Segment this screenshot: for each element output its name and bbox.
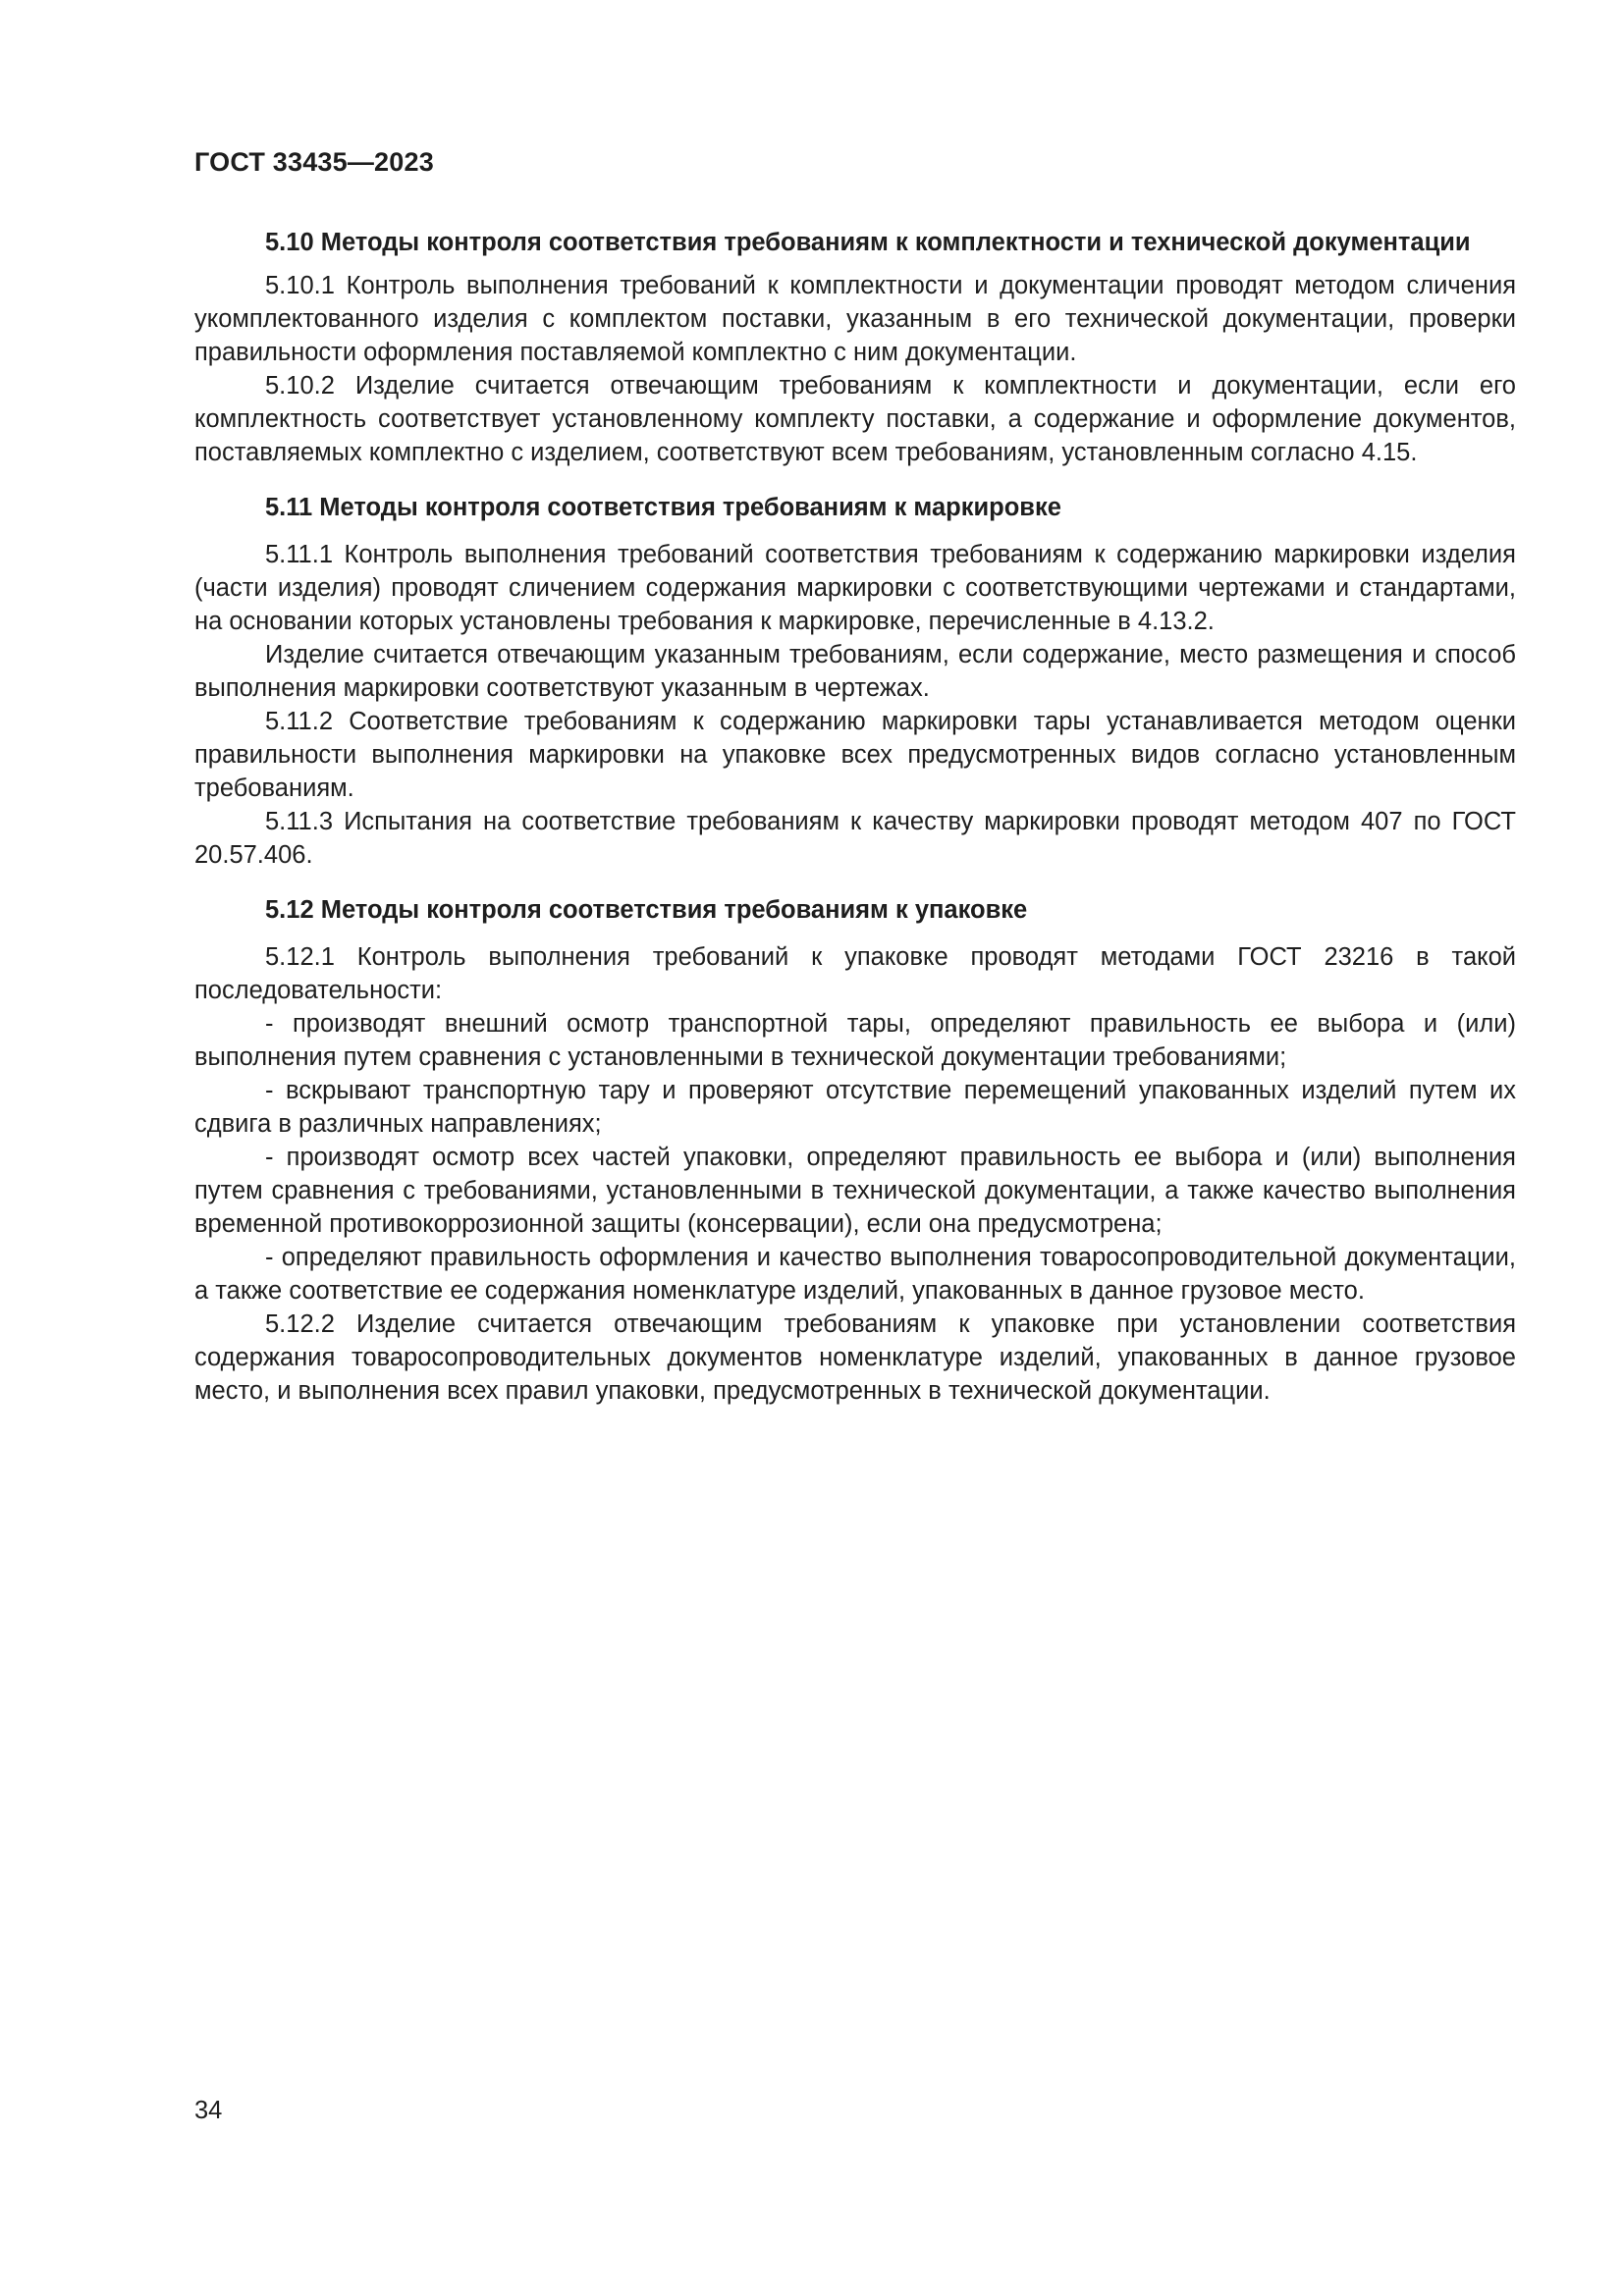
document-code: ГОСТ 33435—2023 <box>194 147 434 177</box>
list-item: - вскрывают транспортную тару и проверяют отсутствие перемещений упакованных изделий путем их сдвига в различных направлениях; <box>194 1077 1516 1138</box>
document-body <box>194 226 1516 1408</box>
paragraph: 5.12.1 Контроль выполнения требований к упаковке проводят методами ГОСТ 23216 в такой последовательности: <box>194 943 1516 1004</box>
paragraph: 5.11.2 Соответствие требованиям к содержанию маркировки тары устанавливается методом оценки правильности выполнения маркировки на упаковке всех предусмотренных видов согласно установленным требованиям. <box>194 708 1516 802</box>
section-5-12 <box>194 893 1516 1408</box>
list-item: - производят осмотр всех частей упаковки, определяют правильность ее выбора и (или) выполнения путем сравнения с требованиями, установленными в технической документации, а также качество выполнения временной противокоррозионной защиты (консервации), если она предусмотрена; <box>194 1144 1516 1238</box>
section-5-11 <box>194 491 1516 872</box>
section-heading: 5.11 Методы контроля соответствия требованиям к маркировке <box>265 494 1061 521</box>
paragraph: 5.10.2 Изделие считается отвечающим требованиям к комплектности и документации, если его комплектность соответствует установленному комплекту поставки, а содержание и оформление документов, поставляемых комплектно с изделием, соответствуют всем требованиям, установленным согласно 4.15. <box>194 372 1516 466</box>
paragraph: 5.10.1 Контроль выполнения требований к комплектности и документации проводят методом сличения укомплектованного изделия с комплектом поставки, указанным в его технической документации, проверки правильности оформления поставляемой комплектно с ним документации. <box>194 272 1516 366</box>
list-item: - определяют правильность оформления и качество выполнения товаросопроводительной документации, а также соответствие ее содержания номенклатуре изделий, упакованных в данное грузовое место. <box>194 1244 1516 1305</box>
page-number: 34 <box>194 2097 223 2124</box>
paragraph: 5.11.3 Испытания на соответствие требованиям к качеству маркировки проводят методом 407 по ГОСТ 20.57.406. <box>194 808 1516 869</box>
section-heading: 5.10 Методы контроля соответствия требованиям к комплектности и технической документации <box>265 229 1471 256</box>
section-heading: 5.12 Методы контроля соответствия требованиям к упаковке <box>265 896 1028 924</box>
paragraph: 5.11.1 Контроль выполнения требований соответствия требованиям к содержанию маркировки изделия (части изделия) проводят сличением содержания маркировки с соответствующими чертежами и стандартами, на основании которых установлены требования к маркировке, перечисленные в 4.13.2. <box>194 541 1516 635</box>
section-5-10 <box>194 226 1516 469</box>
list-item: - производят внешний осмотр транспортной тары, определяют правильность ее выбора и (или) выполнения путем сравнения с установленными в технической документации требованиями; <box>194 1010 1516 1071</box>
paragraph: 5.12.2 Изделие считается отвечающим требованиям к упаковке при установлении соответствия содержания товаросопроводительных документов номенклатуре изделий, упакованных в данное грузовое место, и выполнения всех правил упаковки, предусмотренных в технической документации. <box>194 1310 1516 1405</box>
paragraph: Изделие считается отвечающим указанным требованиям, если содержание, место размещения и способ выполнения маркировки соответствуют указанным в чертежах. <box>194 641 1516 702</box>
